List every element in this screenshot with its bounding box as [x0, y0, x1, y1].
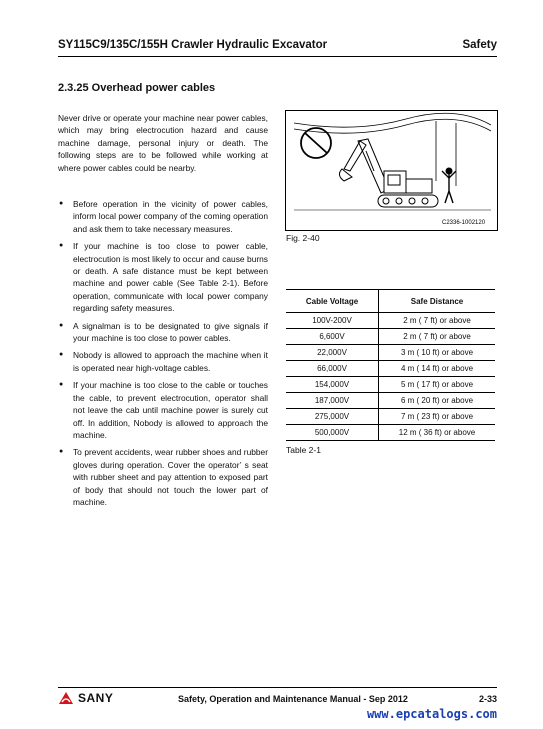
- table-header-row: [286, 290, 495, 313]
- intro-paragraph: Never drive or operate your machine near power cables, which may bring electrocution hazard and cause machine damage, personal injury or death. The following steps are to be followed while working at where power cables could be nearby.: [58, 113, 268, 173]
- section-title: 2.3.25 Overhead power cables: [58, 82, 216, 94]
- voltage-cell: 66,000V: [286, 361, 379, 377]
- excavator-illustration: [286, 111, 497, 230]
- table-row: [286, 345, 495, 361]
- bullet-item: ● To prevent accidents, wear rubber shoes and rubber gloves during operation. Cover the operator’ s seat with rubber sheet and pay attention to exposed part of body that should not touch the lower part of machine.: [58, 446, 268, 508]
- bullet-item: ● If your machine is too close to power cable, electrocution is most likely to occur and cause burns or death. A safe distance must be kept between machine and power cable (See Table 2-1). Before operation, communicate with local power company regarding safety measures.: [58, 240, 268, 314]
- header-rule: [58, 56, 497, 57]
- manual-title: Safety, Operation and Maintenance Manual - Sep 2012: [178, 694, 408, 704]
- safety-bullet-list: [58, 198, 268, 508]
- voltage-cell: 500,000V: [286, 425, 379, 441]
- bullet-item: ● If your machine is too close to the cable or touches the cable, to prevent electrocution, operator shall not leave the cab until machine power is surely cut off. In addition, Nobody is allowed to approach the machine.: [58, 379, 268, 441]
- column-header-distance: Safe Distance: [379, 290, 496, 313]
- voltage-cell: 22,000V: [286, 345, 379, 361]
- voltage-cell: 100V-200V: [286, 313, 379, 329]
- table-row: [286, 425, 495, 441]
- distance-cell: 2 m ( 7 ft) or above: [379, 313, 496, 329]
- page-number: 2-33: [478, 694, 497, 704]
- distance-cell: 6 m ( 20 ft) or above: [379, 393, 496, 409]
- voltage-cell: 154,000V: [286, 377, 379, 393]
- sany-logo-icon: [58, 691, 74, 705]
- brand-name: SANY: [78, 691, 114, 705]
- sany-logo: [58, 691, 113, 705]
- distance-cell: 3 m ( 10 ft) or above: [379, 345, 496, 361]
- safe-distance-table: [286, 289, 495, 441]
- distance-cell: 4 m ( 14 ft) or above: [379, 361, 496, 377]
- table-row: [286, 329, 495, 345]
- bullet-item: ● Nobody is allowed to approach the machine when it is operated near high-voltage cables.: [58, 349, 268, 374]
- column-header-voltage: Cable Voltage: [286, 290, 379, 313]
- distance-cell: 12 m ( 36 ft) or above: [379, 425, 496, 441]
- table-caption: Table 2-1: [286, 445, 321, 455]
- figure-excavator-power-lines: [285, 110, 498, 231]
- table-row: [286, 393, 495, 409]
- table-row: [286, 377, 495, 393]
- figure-caption: Fig. 2-40: [286, 233, 320, 243]
- bullet-item: ● Before operation in the vicinity of power cables, inform local power company of the coming operation and ask them to take necessary measures.: [58, 198, 268, 235]
- table-row: [286, 313, 495, 329]
- voltage-cell: 275,000V: [286, 409, 379, 425]
- footer-rule: [58, 687, 497, 688]
- table-row: [286, 361, 495, 377]
- distance-cell: 5 m ( 17 ft) or above: [379, 377, 496, 393]
- distance-cell: 7 m ( 23 ft) or above: [379, 409, 496, 425]
- header-title: SY115C9/135C/155H Crawler Hydraulic Excavator: [58, 39, 328, 51]
- distance-cell: 2 m ( 7 ft) or above: [379, 329, 496, 345]
- voltage-cell: 187,000V: [286, 393, 379, 409]
- watermark-url: www.epcatalogs.com: [366, 707, 497, 721]
- figure-code: C2336-1002120: [442, 220, 486, 226]
- table-row: [286, 409, 495, 425]
- header-section: Safety: [462, 39, 497, 51]
- voltage-cell: 6,600V: [286, 329, 379, 345]
- bullet-item: ● A signalman is to be designated to give signals if your machine is too close to power cables.: [58, 320, 268, 345]
